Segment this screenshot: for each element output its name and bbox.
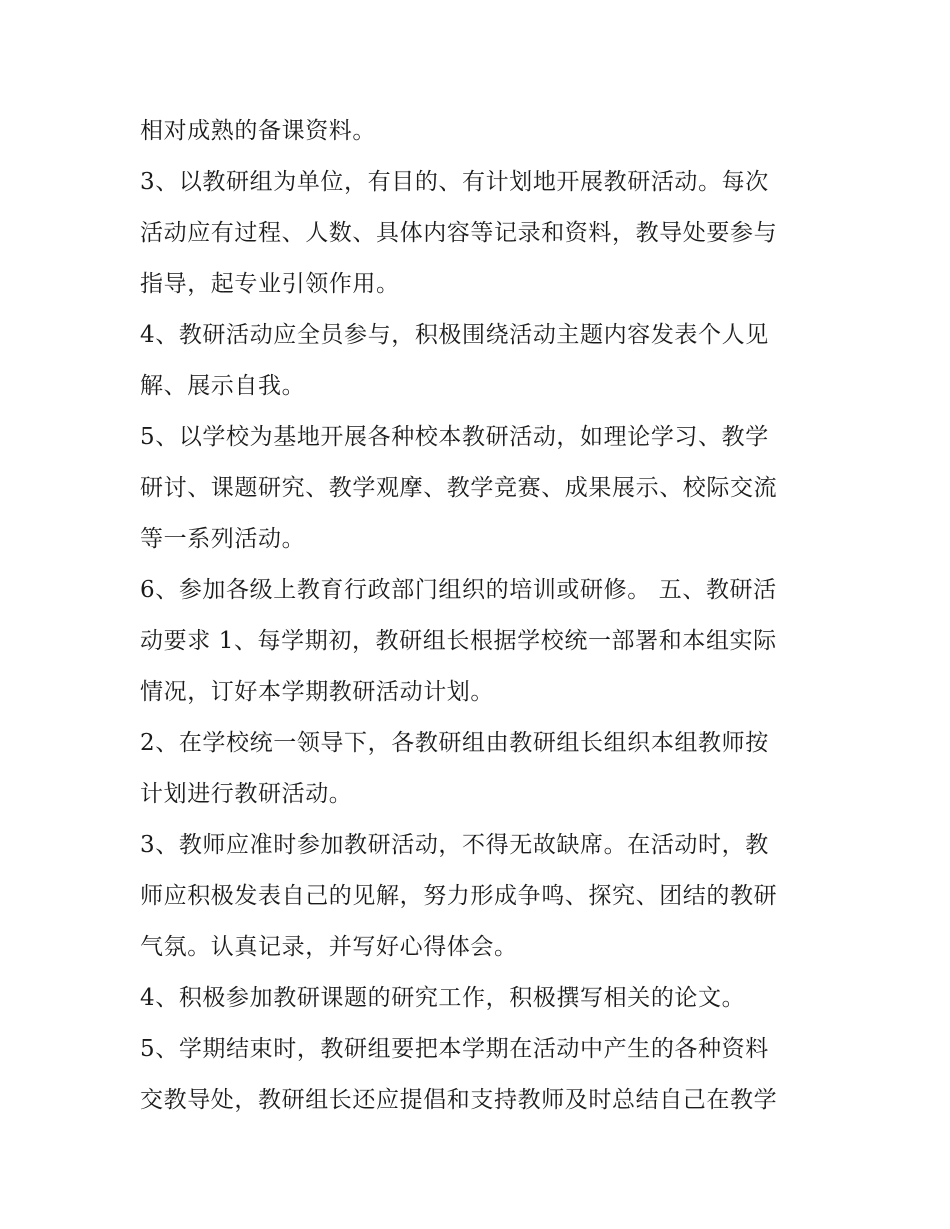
text-line: 2、在学校统一领导下，各教研组由教研组长组织本组教师按	[140, 730, 769, 756]
text-line: 师应积极发表自己的见解，努力形成争鸣、探究、团结的教研	[140, 883, 778, 909]
text-line: 等一系列活动。	[140, 526, 306, 552]
text-line: 5、学期结束时，教研组要把本学期在活动中产生的各种资料	[140, 1036, 769, 1062]
text-line: 气氛。认真记录，并写好心得体会。	[140, 934, 518, 960]
text-line: 解、展示自我。	[140, 373, 306, 399]
text-line: 动要求 1、每学期初，教研组长根据学校统一部署和本组实际	[140, 628, 777, 654]
text-line: 研讨、课题研究、教学观摩、教学竞赛、成果展示、校际交流	[140, 475, 778, 501]
text-line: 4、教研活动应全员参与，积极围绕活动主题内容发表个人见	[140, 322, 769, 348]
text-line: 5、以学校为基地开展各种校本教研活动，如理论学习、教学	[140, 424, 769, 450]
text-line: 交教导处，教研组长还应提倡和支持教师及时总结自己在教学	[140, 1087, 778, 1113]
text-line: 6、参加各级上教育行政部门组织的培训或研修。 五、教研活	[140, 577, 777, 603]
text-line: 计划进行教研活动。	[140, 781, 353, 807]
text-line: 情况，订好本学期教研活动计划。	[140, 679, 494, 705]
text-line: 3、教师应准时参加教研活动，不得无故缺席。在活动时，教	[140, 832, 769, 858]
text-line: 指导，起专业引领作用。	[140, 271, 400, 297]
document-body	[140, 106, 820, 1126]
text-line: 3、以教研组为单位，有目的、有计划地开展教研活动。每次	[140, 169, 769, 195]
text-line: 4、积极参加教研课题的研究工作，积极撰写相关的论文。	[140, 985, 746, 1011]
text-line: 活动应有过程、人数、具体内容等记录和资料，教导处要参与	[140, 220, 778, 246]
text-line: 相对成熟的备课资料。	[140, 118, 376, 144]
